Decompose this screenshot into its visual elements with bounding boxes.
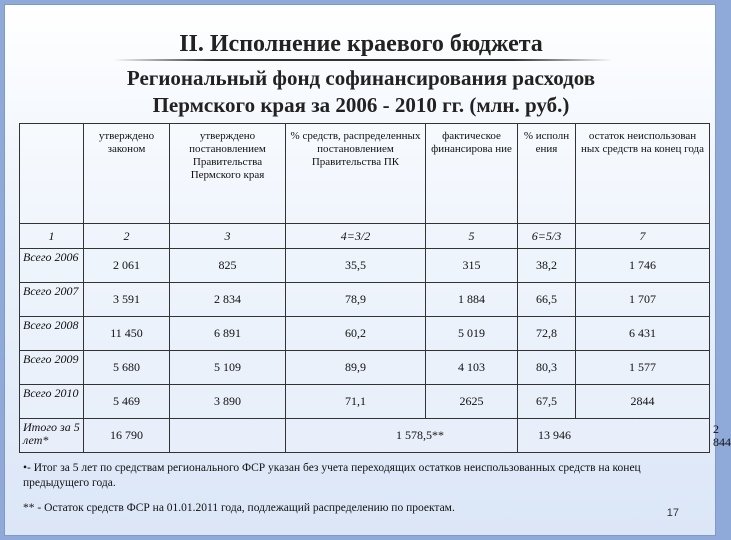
header-cell: % средств, распределенных постановлением Правительства ПК — [286, 124, 426, 224]
total-cell: 16 790 — [84, 419, 170, 453]
table-cell: 1 884 — [426, 283, 518, 317]
slide-subtitle — [5, 65, 717, 119]
table-cell: 3 591 — [84, 283, 170, 317]
table-cell: 315 — [426, 249, 518, 283]
column-number: 6=5/3 — [518, 224, 576, 249]
table-cell: 67,5 — [518, 385, 576, 419]
table-cell: 1 577 — [576, 351, 710, 385]
table-cell: 2844 — [576, 385, 710, 419]
footnote-2: ** - Остаток средств ФСР на 01.01.2011 года, подлежащий распределению по проектам. — [23, 502, 455, 514]
table-row — [20, 283, 710, 317]
table-cell: 60,2 — [286, 317, 426, 351]
table-cell: 5 680 — [84, 351, 170, 385]
table-cell: 825 — [170, 249, 286, 283]
table-cell: 35,5 — [286, 249, 426, 283]
row-label: Всего 2010 — [20, 385, 84, 419]
header-cell: утверждено законом — [84, 124, 170, 224]
row-label: Всего 2006 — [20, 249, 84, 283]
table-cell: 2 061 — [84, 249, 170, 283]
row-label: Всего 2008 — [20, 317, 84, 351]
column-number-row — [20, 224, 710, 249]
table-cell: 11 450 — [84, 317, 170, 351]
total-merged-cell: 1 578,5** — [286, 419, 518, 453]
title-underline — [113, 59, 613, 61]
column-number: 2 — [84, 224, 170, 249]
table-cell: 3 890 — [170, 385, 286, 419]
header-row — [20, 124, 710, 224]
column-number: 7 — [576, 224, 710, 249]
row-label: Всего 2007 — [20, 283, 84, 317]
table-cell: 5 109 — [170, 351, 286, 385]
budget-table — [19, 123, 731, 453]
column-number: 4=3/2 — [286, 224, 426, 249]
table-cell: 38,2 — [518, 249, 576, 283]
column-number: 3 — [170, 224, 286, 249]
table-cell: 80,3 — [518, 351, 576, 385]
table-cell: 72,8 — [518, 317, 576, 351]
table-cell: 89,9 — [286, 351, 426, 385]
table-cell: 5 469 — [84, 385, 170, 419]
table-cell: 6 891 — [170, 317, 286, 351]
footnote-1: •- Итог за 5 лет по средствам регионального ФСР указан без учета переходящих остатков неиспользованных средств на конец предыдущего года. — [23, 462, 641, 489]
header-cell: % исполн ения — [518, 124, 576, 224]
slide-frame — [4, 4, 731, 536]
header-cell: фактическое финансирова ние — [426, 124, 518, 224]
total-label: Итого за 5 лет* — [20, 419, 84, 453]
table-row — [20, 385, 710, 419]
column-number: 1 — [20, 224, 84, 249]
table-cell: 1 746 — [576, 249, 710, 283]
table-row — [20, 317, 710, 351]
table-cell: 2625 — [426, 385, 518, 419]
table-cell: 66,5 — [518, 283, 576, 317]
subtitle-line-1: Региональный фонд софинансирования расходов — [126, 66, 596, 90]
header-cell: остаток неиспользован ных средств на конец года — [576, 124, 710, 224]
row-label: Всего 2009 — [20, 351, 84, 385]
table-cell: 4 103 — [426, 351, 518, 385]
table-cell: 5 019 — [426, 317, 518, 351]
header-cell — [20, 124, 84, 224]
header-cell: утверждено постановлением Правительства Пермского края — [170, 124, 286, 224]
table-cell: 78,9 — [286, 283, 426, 317]
column-number: 5 — [426, 224, 518, 249]
page-number: 17 — [666, 507, 679, 519]
subtitle-line-2: Пермского края за 2006 - 2010 гг. (млн. руб.) — [152, 93, 570, 117]
total-cell: 13 946 — [518, 419, 710, 453]
table-row — [20, 351, 710, 385]
total-row: Итого за 5 лет* 16 790 1 578,5** 13 946 2 844 — [20, 419, 710, 453]
total-cell-empty — [170, 419, 286, 453]
table-cell: 6 431 — [576, 317, 710, 351]
slide-title: II. Исполнение краевого бюджета — [179, 31, 543, 57]
table-cell: 2 834 — [170, 283, 286, 317]
table-row — [20, 249, 710, 283]
table-cell: 71,1 — [286, 385, 426, 419]
table-cell: 1 707 — [576, 283, 710, 317]
